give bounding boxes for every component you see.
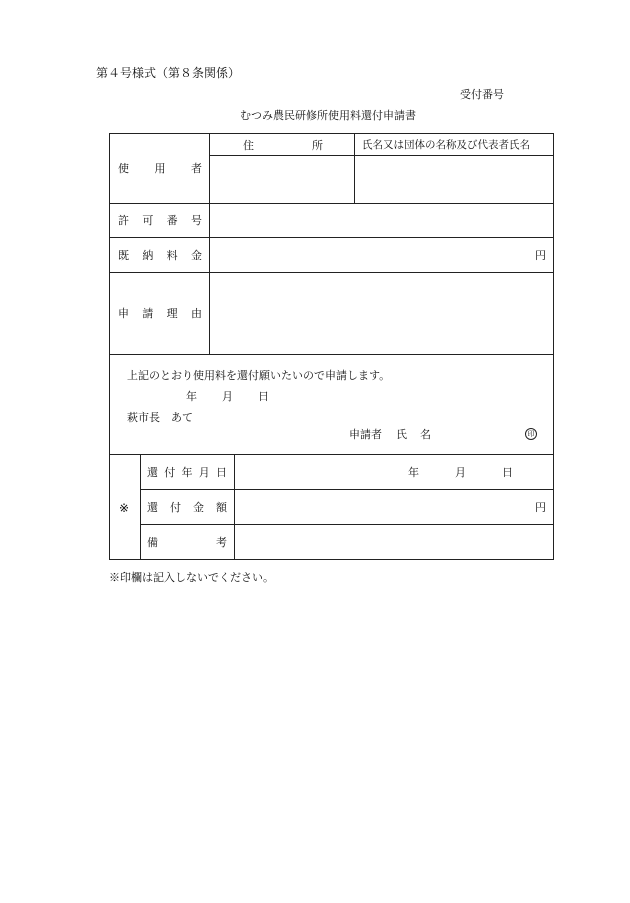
permit-number-label: 許 可 番 号 <box>118 214 202 227</box>
declaration-date-month: 月 <box>222 390 233 403</box>
addressee: 萩市長 あて <box>127 411 193 424</box>
refund-amount-unit: 円 <box>535 501 546 514</box>
row-divider-refund-amount <box>140 524 554 525</box>
refund-date-year: 年 <box>408 466 419 479</box>
paid-fee-label: 既 納 料 金 <box>118 249 202 262</box>
applicant-label: 申請者 <box>349 428 382 441</box>
row-divider-refund-date <box>140 489 554 490</box>
paid-fee-field[interactable] <box>214 241 534 268</box>
form-number: 第４号様式（第８条関係） <box>96 66 241 80</box>
address-header: 住 所 <box>243 139 323 152</box>
applicant-name-first: 氏 <box>396 428 407 441</box>
office-label-divider <box>234 454 235 560</box>
name-field[interactable] <box>358 160 550 200</box>
name-header: 氏名又は団体の名称及び代表者氏名 <box>362 139 530 151</box>
row-divider-permit <box>109 237 554 238</box>
declaration-date-year: 年 <box>186 390 197 403</box>
label-column-divider <box>209 133 210 354</box>
footnote: ※印欄は記入しないでください。 <box>109 571 274 584</box>
declaration-date-day: 日 <box>258 390 269 403</box>
refund-date-day: 日 <box>502 466 513 479</box>
declaration-statement: 上記のとおり使用料を還付願いたいので申請します。 <box>127 369 391 382</box>
refund-amount-label: 還 付 金 額 <box>147 501 227 514</box>
refund-date-label: 還 付 年 月 日 <box>147 466 227 479</box>
row-divider-reason <box>109 354 554 355</box>
form-title: むつみ農民研修所使用料還付申請書 <box>240 109 416 122</box>
address-field[interactable] <box>214 160 350 200</box>
permit-number-field[interactable] <box>214 207 550 234</box>
reason-field[interactable] <box>214 276 550 350</box>
seal-mark-icon: 印 <box>525 428 537 440</box>
remarks-label: 備 考 <box>147 536 227 549</box>
office-mark-divider <box>140 454 141 560</box>
applicant-name-second: 名 <box>420 428 431 441</box>
user-header-divider <box>210 155 554 156</box>
receipt-number-label: 受付番号 <box>460 88 504 101</box>
row-divider-declaration <box>109 454 554 455</box>
reason-label: 申 請 理 由 <box>118 307 202 320</box>
refund-date-month: 月 <box>455 466 466 479</box>
row-divider-user <box>109 203 554 204</box>
user-column-divider <box>354 133 355 203</box>
user-label: 使 用 者 <box>118 162 202 175</box>
row-divider-fee <box>109 272 554 273</box>
paid-fee-unit: 円 <box>535 249 546 262</box>
office-use-mark: ※ <box>119 501 130 515</box>
